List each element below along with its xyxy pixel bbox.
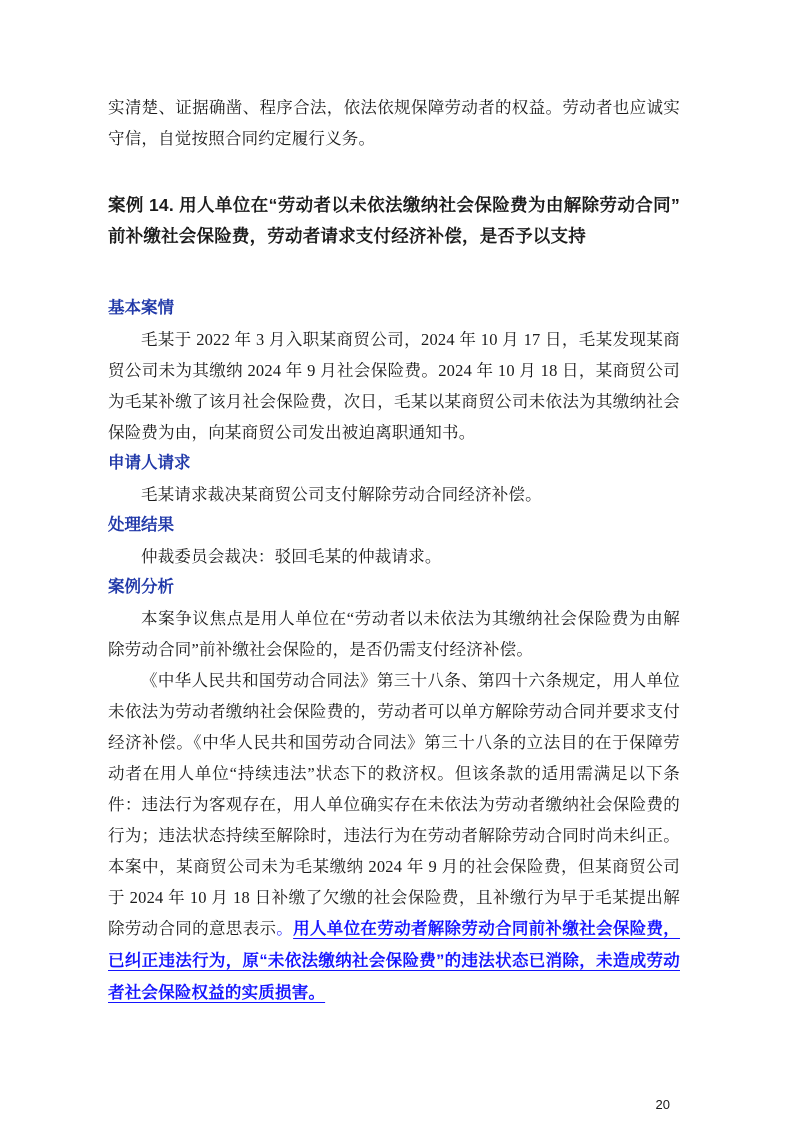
result-paragraph: 仲裁委员会裁决：驳回毛某的仲裁请求。 [141,547,442,566]
case-title: 案例 14. 用人单位在“劳动者以未依法缴纳社会保险费为由解除劳动合同”前补缴社会保险费，劳动者请求支付经济补偿，是否予以支持 [108,195,680,246]
section-heading-facts: 基本案情 [108,299,174,317]
analysis-p2-emphasis-text: 用人单位在劳动者解除劳动合同前补缴社会保险费，已纠正违法行为，原“未依法缴纳社会保险费”的违法状态已消除，未造成劳动者社会保险权益的实质损害。 [108,920,681,1002]
document-content [108,92,680,1009]
section-heading-request: 申请人请求 [108,454,191,472]
request-paragraph: 毛某请求裁决某商贸公司支付解除劳动合同经济补偿。 [141,485,542,504]
facts-paragraph: 毛某于 2022 年 3 月入职某商贸公司，2024 年 10 月 17 日，毛某发现某商贸公司未为其缴纳 2024 年 9 月社会保险费。2024 年 10 月 18 日，某商贸公司为毛某补缴了该月社会保险费，次日，毛某以某商贸公司未依法为其缴纳社会保险费为由，向某商贸公司发出被迫离职通知书。 [108,330,680,442]
analysis-p2-blue-period: 。 [276,919,294,938]
analysis-paragraph-1: 本案争议焦点是用人单位在“劳动者以未依法为其缴纳社会保险费为由解除劳动合同”前补缴社会保险的，是否仍需支付经济补偿。 [108,609,680,659]
analysis-p2-normal-text: 《中华人民共和国劳动合同法》第三十八条、第四十六条规定，用人单位未依法为劳动者缴纳社会保险费的，劳动者可以单方解除劳动合同并要求支付经济补偿。《中华人民共和国劳动合同法》第三十八条的立法目的在于保障劳动者在用人单位“持续违法”状态下的救济权。但该条款的适用需满足以下条件：违法行为客观存在，用人单位确实存在未依法为劳动者缴纳社会保险费的行为；违法状态持续至解除时，违法行为在劳动者解除劳动合同时尚未纠正。本案中，某商贸公司未为毛某缴纳 2024 年 9 月的社会保险费，但某商贸公司于 2024 年 10 月 18 日补缴了欠缴的社会保险费，且补缴行为早于毛某提出解除劳动合同的意思表示 [108,671,680,938]
section-heading-result: 处理结果 [108,516,174,534]
analysis-paragraph-2 [108,665,680,1009]
page-number: 20 [655,1097,670,1112]
section-heading-analysis: 案例分析 [108,578,174,596]
intro-paragraph: 实清楚、证据确凿、程序合法，依法依规保障劳动者的权益。劳动者也应诚实守信，自觉按照合同约定履行义务。 [108,98,680,148]
